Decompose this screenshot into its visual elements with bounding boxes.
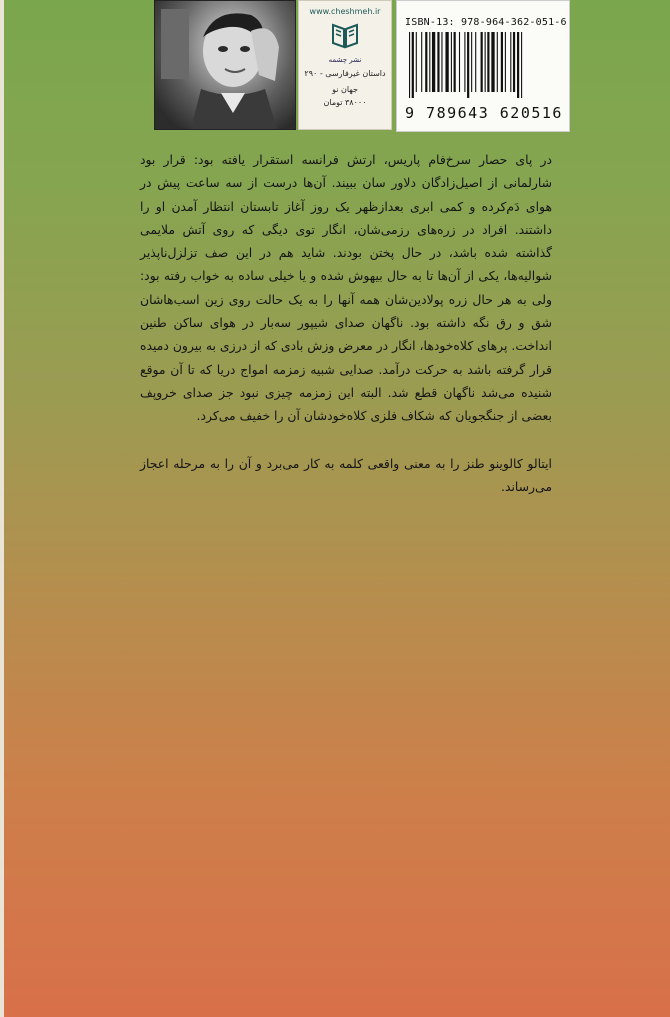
author-portrait-icon	[155, 1, 295, 129]
barcode-bar	[437, 32, 439, 92]
barcode-bar	[432, 32, 435, 92]
barcode-bar	[471, 32, 472, 92]
barcode-bar	[485, 32, 486, 92]
barcode-icon	[407, 32, 559, 98]
barcode-bar	[425, 32, 427, 92]
barcode-bar	[491, 32, 494, 92]
cover-edge	[0, 0, 4, 1017]
barcode-bar	[429, 32, 430, 92]
barcode-bar	[521, 32, 522, 98]
author-photo	[154, 0, 296, 130]
barcode-bar	[416, 32, 417, 92]
publisher-box	[298, 0, 392, 130]
isbn-barcode-box	[396, 0, 570, 132]
barcode-bar	[454, 32, 456, 92]
barcode-bar	[421, 32, 422, 92]
back-cover-text	[140, 148, 552, 498]
barcode-bar	[497, 32, 498, 92]
barcode-bar	[412, 32, 414, 98]
barcode-bar	[409, 32, 410, 98]
publisher-name: نشر چشمه	[328, 56, 362, 64]
barcode-bar	[481, 32, 483, 92]
barcode-bar	[513, 32, 515, 92]
barcode-bar	[459, 32, 460, 92]
cover-top-panels	[152, 0, 570, 132]
barcode-bar	[467, 32, 469, 98]
publisher-website: www.cheshmeh.ir	[309, 7, 381, 16]
blurb-quote: ایتالو کالوینو طنز را به معنی واقعی کلمه به کار می‌برد و آن را به مرحله اعجاز می‌رساند.	[140, 455, 552, 494]
barcode-bar	[487, 32, 489, 92]
barcode-bar	[445, 32, 448, 92]
publisher-logo-icon	[330, 20, 360, 50]
barcode-bar	[501, 32, 503, 92]
series-line-2: جهان نو	[332, 85, 358, 94]
series-line-1: داستان غیرفارسی - ۲۹۰	[304, 69, 386, 78]
blurb-paragraph: در پای حصار سرخ‌فام پاریس، ارتش فرانسه استقرار یافته بود: قرار بود شارلمانی از اصیل‌زادگان دلاور سان ببیند. آن‌ها درست از سه ساعت پیش در هوای دَم‌کرده و کمی ابری بعدازظهر یک روز آغاز تابستان انتظار آمدن او را داشتند. افراد در زره‌های رزمی‌شان، انگار توی دیگی که روی آتش ملایمی گذاشته شده باشد، در حال پختن بودند. شاید هم در این صف تزلزل‌ناپذیر شوالیه‌ها، یکی از آن‌ها تا به حال بیهوش شده و یا خیلی ساده به خواب رفته بود: ولی به هر حال زره پولادین‌شان همه آنها را به یک حالت روی زین اسب‌هاشان شق و رق نگه داشته بود. ناگهان صدای شیپور سه‌بار در هوای ساکن طنین انداخت. پرهای کلاه‌خودها، انگار در معرض وزش بادی که از درزی به بیرون دمیده قرار گرفته باشد به حرکت درآمد. صدایی شبیه زمزمه امواج دریا که تا آن موقع شنیده می‌شد ناگهان قطع شد. البته این زمزمه چیزی نبود جز صدای خروپف بعضی از جنگجویان که شکاف فلزی کلاه‌خودشان آن را خفیف می‌کرد.	[140, 152, 552, 424]
barcode-bar	[475, 32, 476, 92]
barcode-bar	[451, 32, 452, 92]
book-price: ۳۸۰۰۰ تومان	[323, 98, 367, 107]
barcode-bar	[517, 32, 519, 98]
barcode-number: 9 789643 620516	[405, 104, 563, 122]
barcode-bar	[510, 32, 511, 92]
barcode-bar	[464, 32, 465, 92]
isbn-label: ISBN-13: 978-964-362-051-6	[405, 17, 567, 28]
barcode-bar	[441, 32, 442, 92]
barcode-bar	[505, 32, 506, 92]
